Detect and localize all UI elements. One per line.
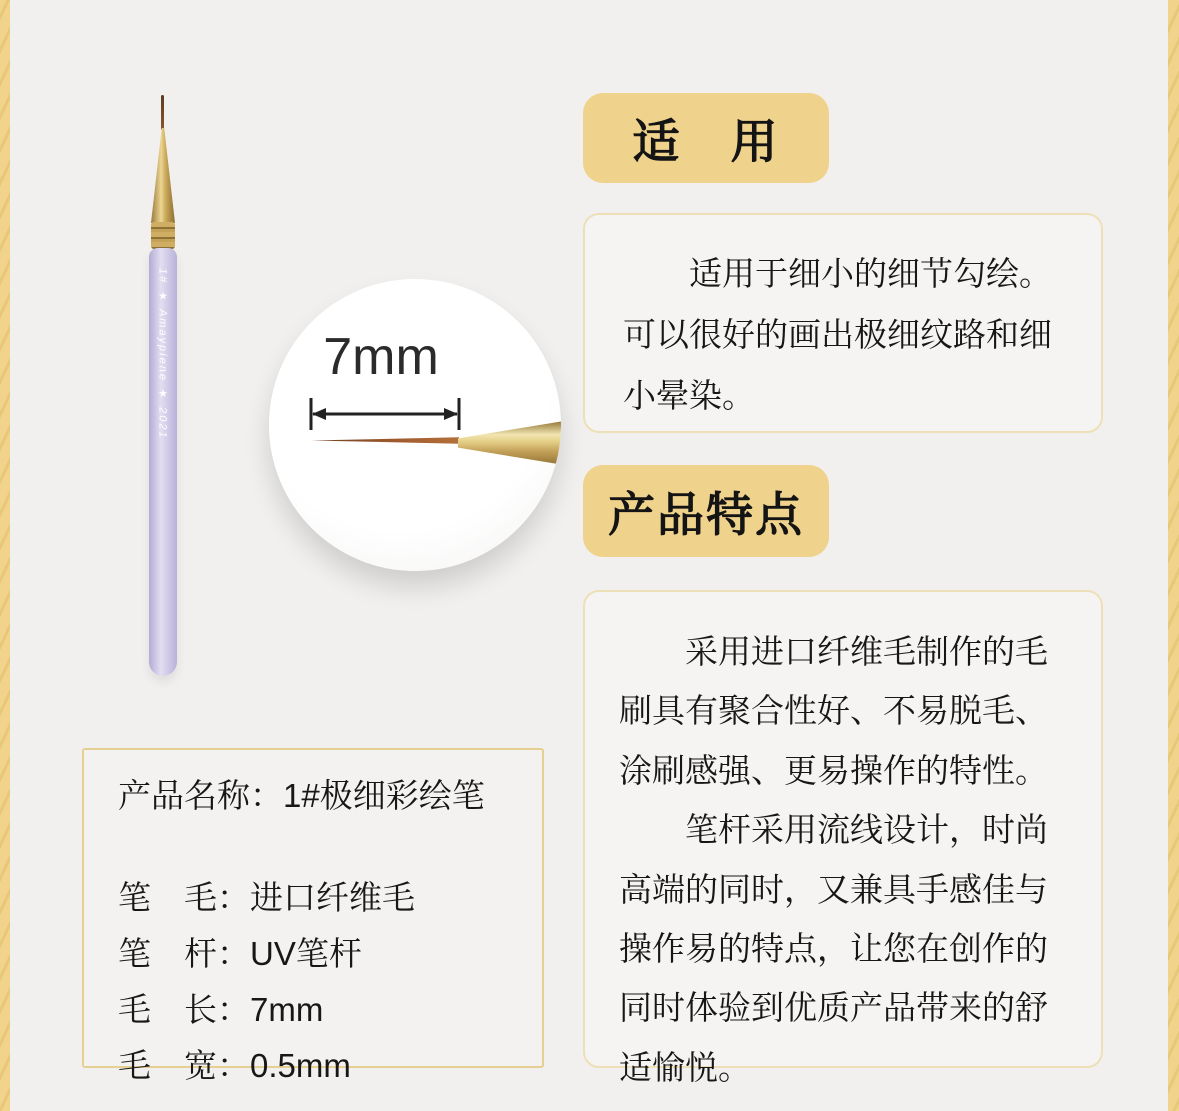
section-header-suitable xyxy=(583,93,829,183)
tip-length-label: 7mm xyxy=(323,328,439,386)
spec-label: 笔 杆： xyxy=(118,935,250,972)
spec-value: 0.5mm xyxy=(250,1047,351,1084)
spec-value: 7mm xyxy=(250,991,324,1028)
features-paragraph: 采用进口纤维毛制作的毛刷具有聚合性好、不易脱毛、涂刷感强、更易操作的特性。 xyxy=(619,633,1048,789)
magnified-brush-hair xyxy=(311,437,459,444)
spec-label: 产品名称： xyxy=(118,777,283,814)
brush-handle xyxy=(149,248,177,676)
product-specs-box xyxy=(82,748,544,1084)
suitable-description-text: 适用于细小的细节勾绘。可以很好的画出极细纹路和细小晕染。 xyxy=(623,255,1052,415)
section-title: 产品特点 xyxy=(608,487,804,541)
section-header-features xyxy=(583,465,829,557)
brush-handle-print: 1# ★ Amaypiene ★ 2021 xyxy=(156,268,169,440)
tip-magnifier-circle xyxy=(269,279,561,571)
spec-row xyxy=(118,1038,532,1094)
section-title: 适 用 xyxy=(632,114,780,168)
spec-row xyxy=(118,982,532,1038)
spec-row xyxy=(118,774,532,818)
spec-value: UV笔杆 xyxy=(250,935,362,972)
brush-ferrule-crimp xyxy=(151,222,175,249)
spec-value: 进口纤维毛 xyxy=(250,879,415,916)
spec-label: 毛 长： xyxy=(118,991,250,1028)
spec-row xyxy=(118,926,532,982)
magnified-brush-ferrule xyxy=(458,420,561,466)
spec-label: 毛 宽： xyxy=(118,1047,250,1084)
features-paragraph: 笔杆采用流线设计，时尚高端的同时，又兼具手感佳与操作易的特点，让您在创作的同时体验到优质产品带来的舒适愉悦。 xyxy=(619,811,1048,1086)
measurement-arrow-icon xyxy=(309,395,461,433)
spec-row xyxy=(118,870,532,926)
brush-hair-tip xyxy=(161,95,164,130)
spec-label: 笔 毛： xyxy=(118,879,250,916)
suitable-description-box xyxy=(583,213,1103,433)
features-description-box xyxy=(583,590,1103,1086)
brush-ferrule xyxy=(151,128,175,223)
content-panel xyxy=(10,0,1168,1111)
spec-value: 1#极细彩绘笔 xyxy=(283,777,485,814)
